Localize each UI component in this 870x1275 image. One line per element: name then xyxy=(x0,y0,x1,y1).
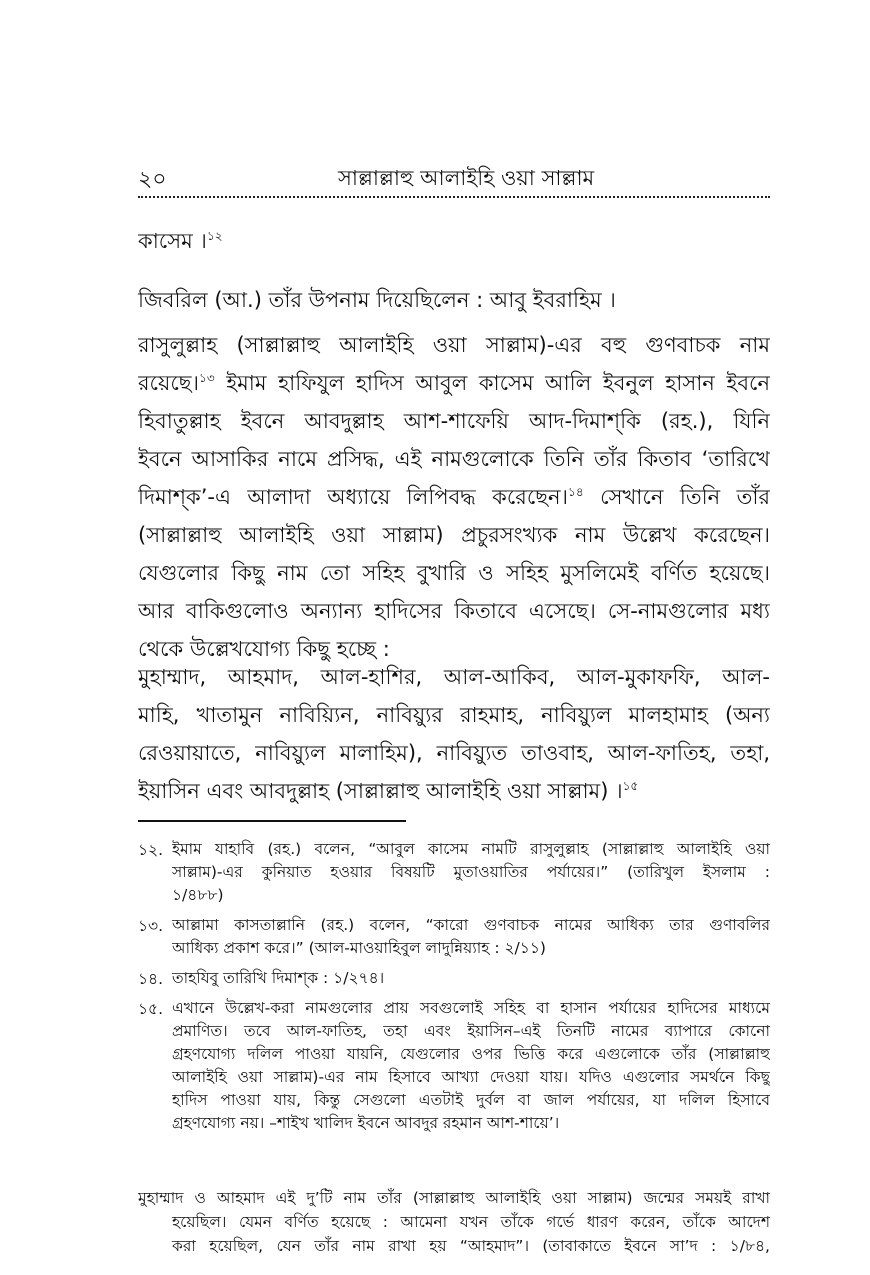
text-line: মাহি, খাতামুন নাবিয়্যিন, নাবিয়্যুর রাহমাহ, নাবিয়্যুল মালহামাহ (অন্য xyxy=(138,703,770,727)
footnote-line: আধিক্য প্রকাশ করে।” (আল-মাওয়াহিবুল লাদুন্নিয়্যাহ : ২/১১) xyxy=(172,939,546,957)
text-line: ইয়াসিন এবং আবদুল্লাহ (সাল্লাল্লাহু আলাইহি ওয়া সাল্লাম) ।$^{১৫}$ xyxy=(138,779,639,803)
paragraph-2 xyxy=(138,281,770,319)
footnote-line: এখানে উল্লেখ-করা নামগুলোর প্রায় সবগুলোই সহিহ বা হাসান পর্যায়ের হাদিসের মাধ্যমে xyxy=(172,999,770,1017)
footnote-separator xyxy=(138,820,406,822)
footnote-line: গ্রহণযোগ্য নয়। –শাইখ খালিদ ইবনে আবদুর রহমান আশ-শায়ে’। xyxy=(172,1114,560,1132)
footnote-ref: ১৪ xyxy=(568,485,584,499)
text-line: রাসুলুল্লাহ (সাল্লাল্লাহু আলাইহি ওয়া সাল্লাম)-এর বহু গুণবাচক নাম xyxy=(138,333,770,357)
footnote-number: ১৪. xyxy=(138,970,164,988)
footnote-line: ১/৪৮৮) xyxy=(172,886,224,904)
text-line: হিবাতুল্লাহ ইবনে আবদুল্লাহ আশ-শাফেয়ি আদ-দিমাশ্‌কি (রহ.), যিনি xyxy=(138,409,770,433)
text-line: ইবনে আসাকির নামে প্রসিদ্ধ, এই নামগুলোকে তিনি তাঁর কিতাব ‘তারিখে xyxy=(138,447,770,471)
footnote-line: সাল্লাম)-এর কুনিয়াত হওয়ার বিষয়টি মুতাওয়াতির পর্যায়ের।” (তারিখুল ইসলাম : xyxy=(172,863,770,881)
note-line: মুহাম্মাদ ও আহমাদ এই দু’টি নাম তাঁর (সাল্লাল্লাহু আলাইহি ওয়া সাল্লাম) জন্মের সময়ই রাখা xyxy=(138,1189,770,1207)
paragraph-names-list xyxy=(138,658,770,810)
text-line: মুহাম্মাদ, আহমাদ, আল-হাশির, আল-আকিব, আল-মুকাফফি, আল- xyxy=(138,665,770,689)
note-line: করা হয়েছিল, যেন তাঁর নাম রাখা হয় “আহমাদ”। (তাবাকাতে ইবনে সা’দ : ১/৮৪, xyxy=(172,1237,770,1255)
text-line: থেকে উল্লেখযোগ্য কিছু হচ্ছে : xyxy=(138,637,390,661)
footnote-15 xyxy=(138,997,770,1135)
note-line: হয়েছিল। যেমন বর্ণিত হয়েছে : আমেনা যখন তাঁকে গর্ভে ধারণ করেন, তাঁকে আদেশ xyxy=(172,1213,770,1231)
footnote-13 xyxy=(138,914,770,960)
text-line: (সাল্লাল্লাহু আলাইহি ওয়া সাল্লাম) প্রচুরসংখ্যক নাম উল্লেখ করেছেন। xyxy=(138,523,770,547)
footnote-line: তাহযিবু তারিখি দিমাশ্‌ক : ১/২৭৪। xyxy=(172,969,385,987)
text-line: জিবরিল (আ.) তাঁর উপনাম দিয়েছিলেন : আবু ইবরাহিম । xyxy=(138,288,616,312)
footnotes xyxy=(138,838,770,1142)
continued-note xyxy=(138,1186,770,1258)
text-line: আর বাকিগুলোও অন্যান্য হাদিসের কিতাবে এসেছে। সে-নামগুলোর মধ্য xyxy=(138,599,770,623)
text-line: যেগুলোর কিছু নাম তো সহিহ বুখারি ও সহিহ মুসলিমেই বর্ণিত হয়েছে। xyxy=(138,561,770,585)
text-line: রেওয়ায়াতে, নাবিয়্যুল মালাহিম), নাবিয়্যুত তাওবাহ, আল-ফাতিহ, তহা, xyxy=(138,741,770,765)
footnote-line: প্রমাণিত। তবে আল-ফাতিহ, তহা এবং ইয়াসিন–এই তিনটি নামের ব্যাপারে কোনো xyxy=(172,1022,770,1040)
footnote-number: ১৩. xyxy=(138,917,164,935)
running-title: সাল্লাল্লাহু আলাইহি ওয়া সাল্লাম xyxy=(338,166,595,190)
footnote-12 xyxy=(138,838,770,907)
footnote-ref: ১২ xyxy=(206,229,223,243)
page-number: ২০ xyxy=(138,167,167,192)
paragraph-3 xyxy=(138,326,770,668)
footnote-number: ১৫. xyxy=(138,1000,164,1018)
footnote-line: গ্রহণযোগ্য দলিল পাওয়া যায়নি, যেগুলোর ওপর ভিত্তি করে এগুলোকে তাঁর (সাল্লাল্লাহু xyxy=(172,1045,770,1063)
footnote-ref: ১৫ xyxy=(622,779,639,793)
text-line: দিমাশ্‌ক’-এ আলাদা অধ্যায়ে লিপিবদ্ধ করেছেন।$^{১৪}$ সেখানে তিনি তাঁর xyxy=(138,485,770,509)
text-line: রয়েছে।$^{১৩}$ ইমাম হাফিযুল হাদিস আবুল কাসেম আলি ইবনুল হাসান ইবনে xyxy=(138,371,770,395)
text-line: কাসেম ।$^{১২}$ xyxy=(138,229,223,253)
book-page xyxy=(138,0,770,1275)
footnote-line: আল্লামা কাসতাল্লানি (রহ.) বলেন, “কারো গুণবাচক নামের আধিক্য তার গুণাবলির xyxy=(172,916,770,934)
footnote-line: হাদিস পাওয়া যায়, কিন্তু সেগুলো এতটাই দুর্বল বা জাল পর্যায়ের, যা দলিল হিসাবে xyxy=(172,1091,770,1109)
footnote-ref: ১৩ xyxy=(199,371,215,385)
footnote-line: ইমাম যাহাবি (রহ.) বলেন, “আবুল কাসেম নামটি রাসুলুল্লাহ (সাল্লাল্লাহু আলাইহি ওয়া xyxy=(172,840,770,858)
page-header xyxy=(138,160,770,200)
footnote-line: আলাইহি ওয়া সাল্লাম)-এর নাম হিসাবে আখ্যা দেওয়া যায়। যদিও এগুলোর সমর্থনে কিছু xyxy=(172,1068,770,1086)
paragraph-1 xyxy=(138,222,770,260)
footnote-number: ১২. xyxy=(138,841,164,859)
footnote-14 xyxy=(138,967,770,990)
header-dotted-rule xyxy=(138,196,770,198)
